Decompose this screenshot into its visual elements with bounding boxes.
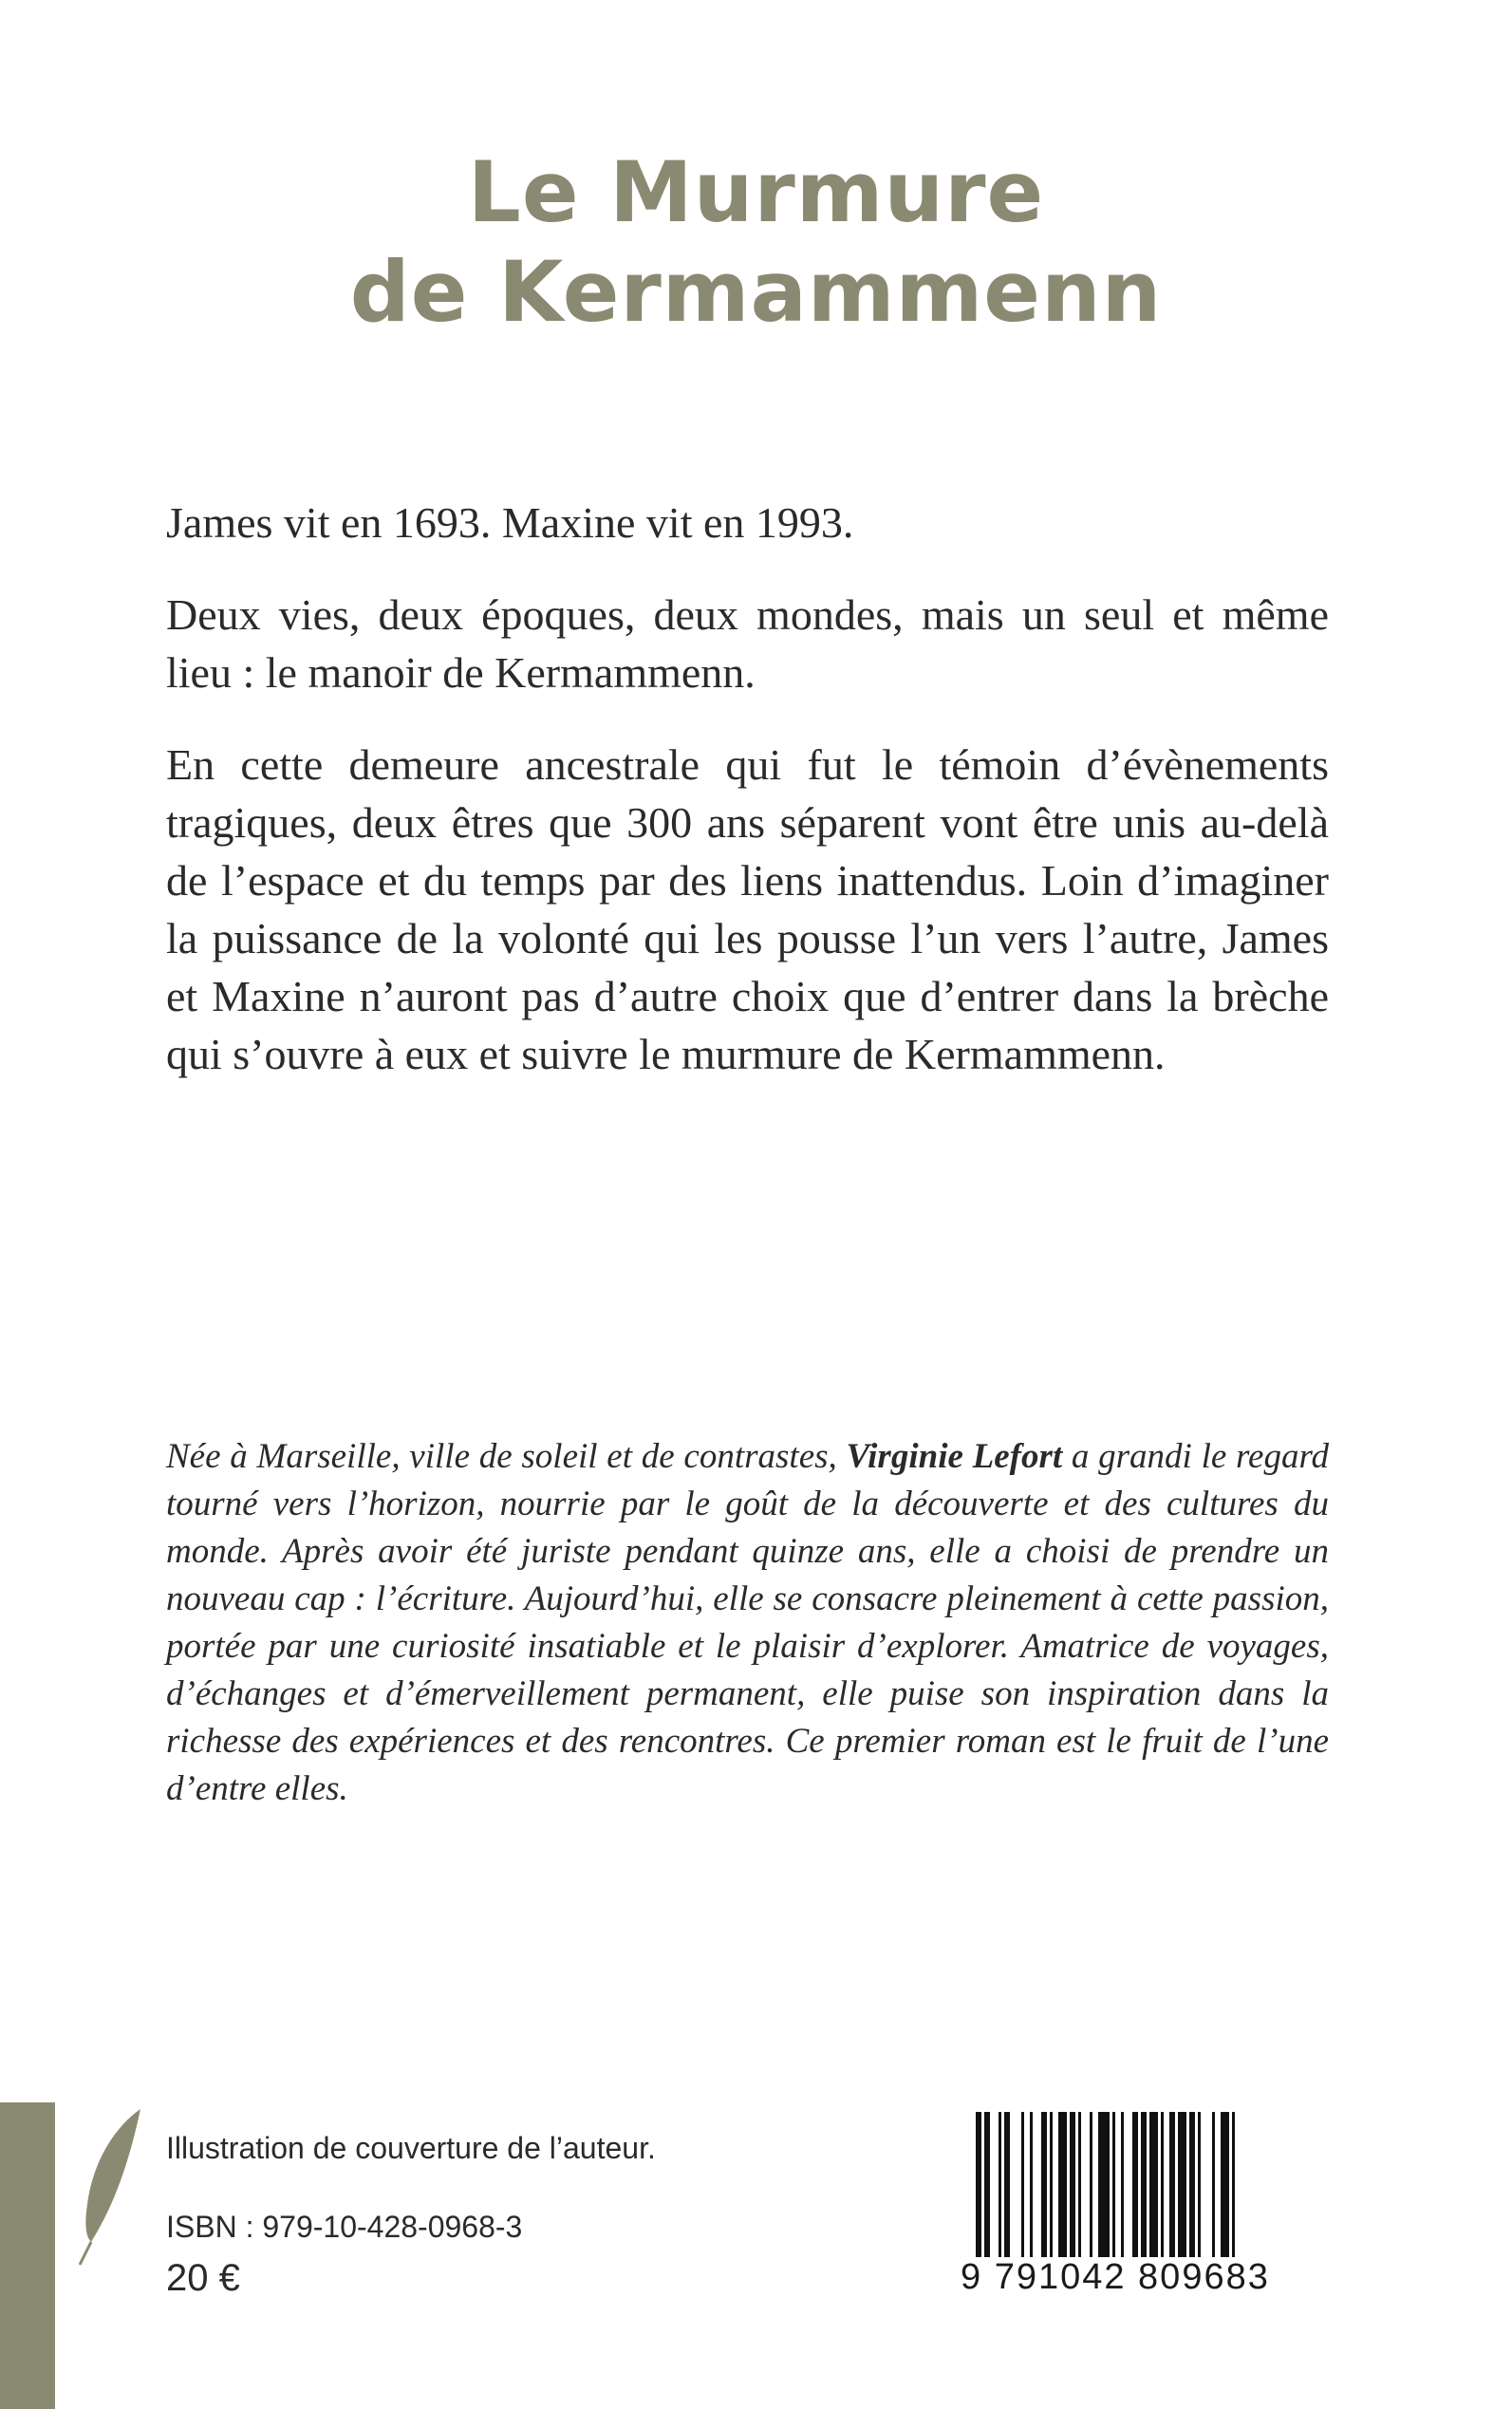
price-label: 20 € xyxy=(166,2257,240,2299)
author-bio-text xyxy=(166,1433,1329,1813)
cover-illustration-credit: Illustration de couverture de l’auteur. xyxy=(166,2131,656,2165)
book-title xyxy=(0,142,1512,342)
accent-side-bar xyxy=(0,2102,55,2409)
bio-text-end: a grandi le regard tourné vers l’horizon, nourrie par le goût de la découverte et des cultures du monde. Après avoir été juriste pendant quinze ans, elle a choisi de prendre un nouveau cap : l’écriture. Aujourd’hui, elle se consacre pleinement à cette passion, portée par une curiosité insatiable et le plaisir d’explorer. Amatrice de voyages, d’échanges et d’émerveillement permanent, elle puise son inspiration dans la richesse des expériences et des rencontres. Ce premier roman est le fruit de l’une d’entre elles. xyxy=(166,1437,1330,1808)
title-line-2: de Kermammenn xyxy=(349,243,1163,341)
title-line-1: Le Murmure xyxy=(467,143,1045,241)
book-blurb xyxy=(166,494,1329,1117)
blurb-paragraph-2: Deux vies, deux époques, deux mondes, mais un seul et même lieu : le manoir de Kermammenn. xyxy=(166,590,1329,697)
barcode-digits: 9 791042 809683 xyxy=(961,2257,1359,2298)
blurb-paragraph-3: En cette demeure ancestrale qui fut le témoin d’évènements tragiques, deux êtres que 300 ans séparent vont être unis au-delà de l’espace et du temps par des liens inattendus. Loin d’imaginer la puissance de la volonté qui les pousse l’un vers l’autre, James et Maxine n’auront pas d’autre choix que d’entrer dans la brèche qui s’ouvre à eux et suivre le murmure de Kermammenn. xyxy=(166,740,1329,1078)
author-bio xyxy=(166,1433,1329,1813)
feather-icon xyxy=(74,2105,150,2267)
bio-text-start: Née à Marseille, ville de soleil et de contrastes, xyxy=(166,1437,847,1476)
author-name: Virginie Lefort xyxy=(846,1437,1063,1476)
isbn-label: ISBN : 979-10-428-0968-3 xyxy=(166,2210,523,2244)
blurb-paragraph-1: James vit en 1693. Maxine vit en 1993. xyxy=(166,498,854,547)
